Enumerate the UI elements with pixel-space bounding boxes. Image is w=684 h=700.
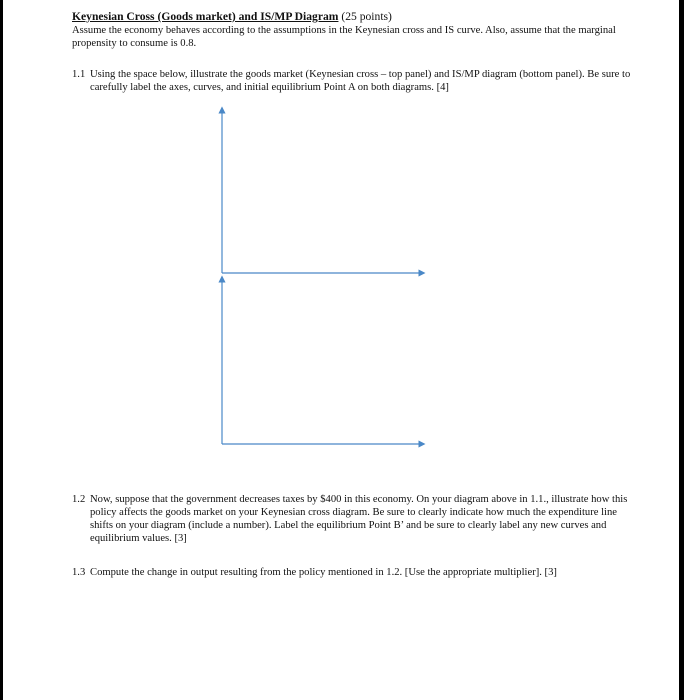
page-title: Keynesian Cross (Goods market) and IS/MP Diagram	[72, 10, 339, 23]
points-label: (25 points)	[341, 10, 392, 23]
intro-paragraph: Assume the economy behaves according to the assumptions in the Keynesian cross and IS curve. Also, assume that the marginal propensity to consume is 0.8.	[72, 25, 616, 49]
question-text: Now, suppose that the government decreases taxes by $400 in this economy. On your diagram above in 1.1., illustrate how this policy affects the goods market on your Keynesian cross diagram. Be sure to clearly indicate how much the expenditure line shifts on your diagram (include a number). Label the equilibrium Point B’ and be sure to clearly label any new curves and equilibrium values. [3]	[90, 494, 628, 544]
question-text: Using the space below, illustrate the goods market (Keynesian cross – top panel) and IS/MP diagram (bottom panel). Be sure to carefully label the axes, curves, and initial equilibrium Point A on both diagrams. [4]	[90, 69, 631, 93]
question-1-2	[72, 493, 632, 545]
question-number: 1.1	[72, 69, 86, 80]
question-number: 1.2	[72, 494, 86, 505]
question-1-3	[72, 566, 632, 579]
question-text: Compute the change in output resulting from the policy mentioned in 1.2. [Use the appropriate multiplier]. [3]	[90, 567, 557, 578]
question-number: 1.3	[72, 567, 86, 578]
